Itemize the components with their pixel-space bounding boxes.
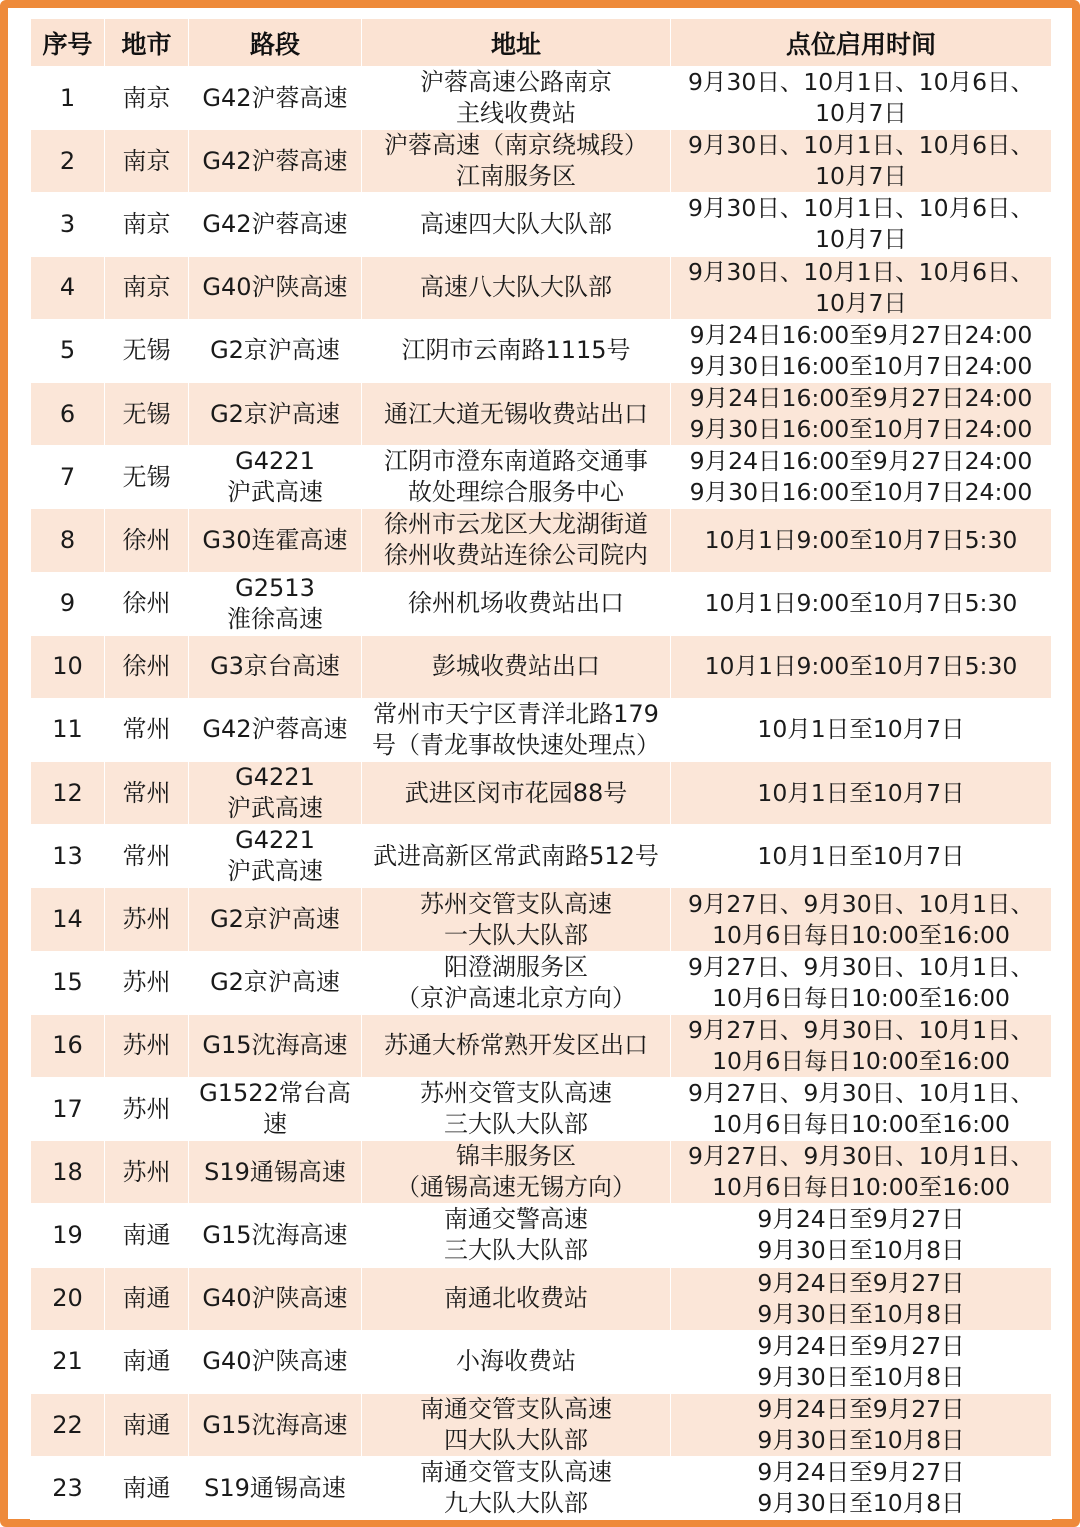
cell-seq: 18 (31, 1141, 105, 1204)
cell-road: G30连霍高速 (189, 509, 362, 572)
cell-seq: 5 (31, 319, 105, 382)
cell-city: 南京 (105, 130, 189, 193)
cell-seq: 10 (31, 635, 105, 698)
cell-address: 南通北收费站 (362, 1267, 671, 1330)
cell-seq: 22 (31, 1393, 105, 1456)
table-row (31, 382, 1052, 445)
table-row (31, 635, 1052, 698)
cell-address: 南通交管支队高速 四大队大队部 (362, 1393, 671, 1456)
cell-time: 10月1日9:00至10月7日5:30 (671, 572, 1052, 635)
cell-city: 徐州 (105, 635, 189, 698)
cell-address: 苏州交管支队高速 一大队大队部 (362, 888, 671, 951)
header-time: 点位启用时间 (671, 19, 1052, 67)
cell-road: S19通锡高速 (189, 1141, 362, 1204)
cell-city: 常州 (105, 698, 189, 761)
cell-address: 高速八大队大队部 (362, 256, 671, 319)
cell-time: 10月1日至10月7日 (671, 762, 1052, 825)
cell-seq: 7 (31, 446, 105, 509)
cell-city: 无锡 (105, 382, 189, 445)
cell-time: 9月30日、10月1日、10月6日、 10月7日 (671, 193, 1052, 256)
cell-road: G3京台高速 (189, 635, 362, 698)
cell-seq: 21 (31, 1330, 105, 1393)
cell-city: 南通 (105, 1204, 189, 1267)
cell-time: 10月1日至10月7日 (671, 698, 1052, 761)
cell-city: 南通 (105, 1267, 189, 1330)
cell-seq: 15 (31, 951, 105, 1014)
cell-seq: 23 (31, 1457, 105, 1520)
cell-address: 小海收费站 (362, 1330, 671, 1393)
cell-road: G4221 沪武高速 (189, 825, 362, 888)
cell-time: 10月1日9:00至10月7日5:30 (671, 635, 1052, 698)
cell-road: G40沪陕高速 (189, 1330, 362, 1393)
cell-address: 苏通大桥常熟开发区出口 (362, 1014, 671, 1077)
cell-road: G15沈海高速 (189, 1014, 362, 1077)
cell-city: 南京 (105, 256, 189, 319)
cell-address: 沪蓉高速（南京绕城段） 江南服务区 (362, 130, 671, 193)
table-row (31, 1014, 1052, 1077)
cell-seq: 4 (31, 256, 105, 319)
table-row (31, 762, 1052, 825)
cell-seq: 11 (31, 698, 105, 761)
cell-time: 9月27日、9月30日、10月1日、 10月6日每日10:00至16:00 (671, 1141, 1052, 1204)
cell-time: 9月24日至9月27日 9月30日至10月8日 (671, 1393, 1052, 1456)
cell-city: 无锡 (105, 446, 189, 509)
cell-road: G42沪蓉高速 (189, 67, 362, 130)
table-row (31, 698, 1052, 761)
cell-city: 南通 (105, 1457, 189, 1520)
cell-seq: 3 (31, 193, 105, 256)
cell-address: 苏州交管支队高速 三大队大队部 (362, 1078, 671, 1141)
cell-address: 通江大道无锡收费站出口 (362, 382, 671, 445)
cell-address: 彭城收费站出口 (362, 635, 671, 698)
cell-time: 9月27日、9月30日、10月1日、 10月6日每日10:00至16:00 (671, 1014, 1052, 1077)
cell-road: G4221 沪武高速 (189, 446, 362, 509)
cell-time: 9月24日16:00至9月27日24:00 9月30日16:00至10月7日24:00 (671, 382, 1052, 445)
cell-road: G42沪蓉高速 (189, 698, 362, 761)
cell-address: 江阴市云南路1115号 (362, 319, 671, 382)
table-row (31, 1330, 1052, 1393)
checkpoint-table (30, 18, 1052, 1520)
cell-seq: 19 (31, 1204, 105, 1267)
cell-city: 徐州 (105, 572, 189, 635)
cell-seq: 13 (31, 825, 105, 888)
cell-time: 9月30日、10月1日、10月6日、 10月7日 (671, 130, 1052, 193)
cell-time: 9月24日至9月27日 9月30日至10月8日 (671, 1267, 1052, 1330)
table-row (31, 1393, 1052, 1456)
cell-road: G15沈海高速 (189, 1204, 362, 1267)
cell-city: 南通 (105, 1330, 189, 1393)
table-row (31, 825, 1052, 888)
cell-city: 南京 (105, 67, 189, 130)
cell-road: G42沪蓉高速 (189, 193, 362, 256)
cell-road: G2京沪高速 (189, 951, 362, 1014)
cell-road: G4221 沪武高速 (189, 762, 362, 825)
table-row (31, 319, 1052, 382)
cell-city: 无锡 (105, 319, 189, 382)
cell-road: G1522常台高 速 (189, 1078, 362, 1141)
table-row (31, 951, 1052, 1014)
cell-seq: 14 (31, 888, 105, 951)
cell-address: 南通交警高速 三大队大队部 (362, 1204, 671, 1267)
table-row (31, 256, 1052, 319)
table-row (31, 888, 1052, 951)
header-seq: 序号 (31, 19, 105, 67)
cell-address: 常州市天宁区青洋北路179 号（青龙事故快速处理点） (362, 698, 671, 761)
cell-time: 9月24日16:00至9月27日24:00 9月30日16:00至10月7日24:00 (671, 446, 1052, 509)
cell-city: 苏州 (105, 1014, 189, 1077)
cell-time: 9月27日、9月30日、10月1日、 10月6日每日10:00至16:00 (671, 1078, 1052, 1141)
cell-seq: 17 (31, 1078, 105, 1141)
cell-time: 9月30日、10月1日、10月6日、 10月7日 (671, 256, 1052, 319)
cell-address: 沪蓉高速公路南京 主线收费站 (362, 67, 671, 130)
cell-time: 10月1日9:00至10月7日5:30 (671, 509, 1052, 572)
cell-time: 9月24日至9月27日 9月30日至10月8日 (671, 1457, 1052, 1520)
cell-city: 南京 (105, 193, 189, 256)
cell-road: G15沈海高速 (189, 1393, 362, 1456)
cell-time: 9月24日16:00至9月27日24:00 9月30日16:00至10月7日24:00 (671, 319, 1052, 382)
table-row (31, 1078, 1052, 1141)
cell-city: 南通 (105, 1393, 189, 1456)
cell-time: 9月24日至9月27日 9月30日至10月8日 (671, 1204, 1052, 1267)
cell-time: 9月24日至9月27日 9月30日至10月8日 (671, 1330, 1052, 1393)
cell-road: G2京沪高速 (189, 888, 362, 951)
cell-road: G42沪蓉高速 (189, 130, 362, 193)
cell-address: 武进高新区常武南路512号 (362, 825, 671, 888)
cell-time: 10月1日至10月7日 (671, 825, 1052, 888)
cell-seq: 12 (31, 762, 105, 825)
header-city: 地市 (105, 19, 189, 67)
cell-road: S19通锡高速 (189, 1457, 362, 1520)
cell-city: 常州 (105, 762, 189, 825)
cell-seq: 6 (31, 382, 105, 445)
table-row (31, 67, 1052, 130)
cell-city: 徐州 (105, 509, 189, 572)
cell-city: 苏州 (105, 1078, 189, 1141)
cell-address: 徐州市云龙区大龙湖街道 徐州收费站连徐公司院内 (362, 509, 671, 572)
cell-address: 阳澄湖服务区 （京沪高速北京方向） (362, 951, 671, 1014)
cell-road: G40沪陕高速 (189, 1267, 362, 1330)
table-body (31, 67, 1052, 1520)
cell-address: 锦丰服务区 （通锡高速无锡方向） (362, 1141, 671, 1204)
table-row (31, 1141, 1052, 1204)
cell-seq: 2 (31, 130, 105, 193)
cell-time: 9月30日、10月1日、10月6日、 10月7日 (671, 67, 1052, 130)
cell-time: 9月27日、9月30日、10月1日、 10月6日每日10:00至16:00 (671, 951, 1052, 1014)
cell-seq: 20 (31, 1267, 105, 1330)
cell-seq: 16 (31, 1014, 105, 1077)
cell-address: 南通交管支队高速 九大队大队部 (362, 1457, 671, 1520)
table-row (31, 1267, 1052, 1330)
cell-road: G40沪陕高速 (189, 256, 362, 319)
cell-city: 苏州 (105, 1141, 189, 1204)
cell-time: 9月27日、9月30日、10月1日、 10月6日每日10:00至16:00 (671, 888, 1052, 951)
cell-address: 江阴市澄东南道路交通事 故处理综合服务中心 (362, 446, 671, 509)
header-road: 路段 (189, 19, 362, 67)
table-row (31, 446, 1052, 509)
cell-city: 常州 (105, 825, 189, 888)
cell-road: G2京沪高速 (189, 382, 362, 445)
cell-city: 苏州 (105, 951, 189, 1014)
cell-seq: 1 (31, 67, 105, 130)
table-row (31, 193, 1052, 256)
cell-road: G2京沪高速 (189, 319, 362, 382)
cell-address: 高速四大队大队部 (362, 193, 671, 256)
cell-city: 苏州 (105, 888, 189, 951)
cell-seq: 9 (31, 572, 105, 635)
table-row (31, 509, 1052, 572)
cell-seq: 8 (31, 509, 105, 572)
table-row (31, 1204, 1052, 1267)
cell-road: G2513 淮徐高速 (189, 572, 362, 635)
table-row (31, 1457, 1052, 1520)
header-address: 地址 (362, 19, 671, 67)
cell-address: 徐州机场收费站出口 (362, 572, 671, 635)
cell-address: 武进区闵市花园88号 (362, 762, 671, 825)
table-header-row (31, 19, 1052, 67)
table-row (31, 572, 1052, 635)
table-row (31, 130, 1052, 193)
